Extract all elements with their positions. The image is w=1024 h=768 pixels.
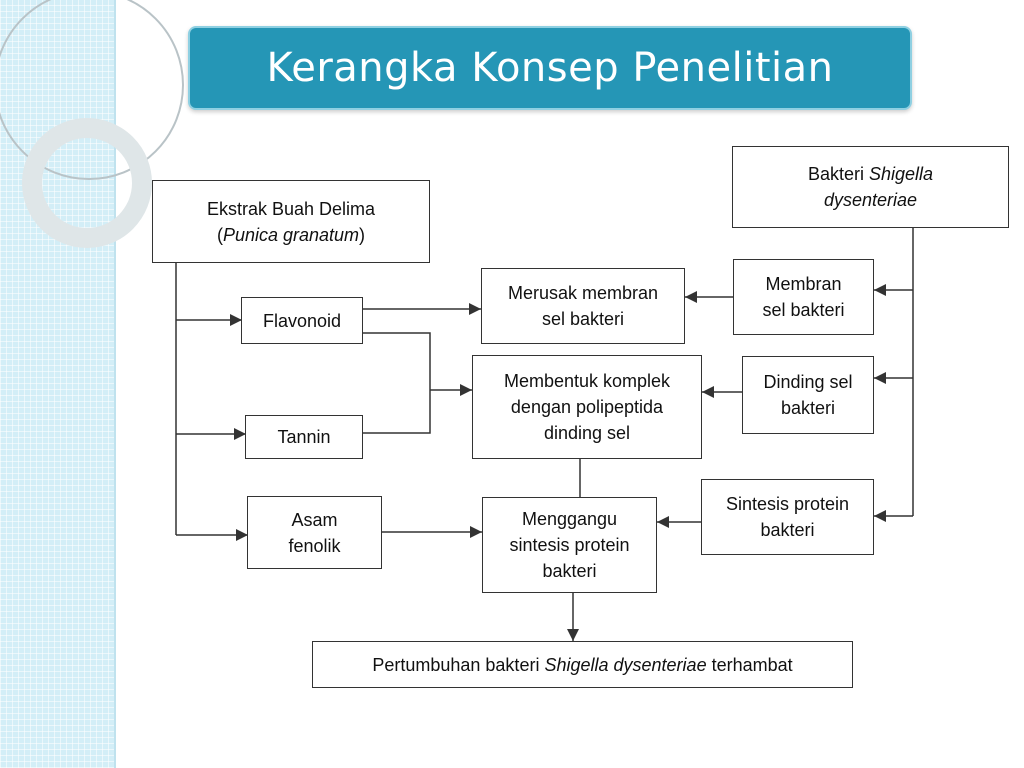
cell-wall-box	[742, 356, 874, 434]
extract-paren-close: )	[359, 224, 366, 245]
disrupt-line2: sintesis protein	[509, 535, 630, 555]
phenolic-box	[247, 496, 382, 569]
outcome-prefix: Pertumbuhan bakteri	[372, 654, 540, 675]
line-tannin-to-junction	[363, 390, 430, 433]
protein-synthesis-line2: bakteri	[760, 520, 815, 540]
complex-box	[472, 355, 702, 459]
extract-latin-name: Punica granatum	[222, 224, 360, 245]
complex-line1: Membentuk komplek	[503, 371, 671, 391]
extract-label: Ekstrak Buah Delima	[206, 198, 376, 219]
bacteria-species: dysenteriae	[823, 190, 918, 210]
line-flavonoid-to-junction	[363, 333, 430, 390]
extract-paren-open: (	[216, 224, 223, 245]
outcome-box	[312, 641, 853, 688]
flavonoid-box	[241, 297, 363, 344]
bacteria-genus: Shigella	[869, 164, 934, 184]
complex-line3: dinding sel	[543, 423, 631, 443]
protein-synthesis-line1: Sintesis protein	[725, 494, 850, 514]
phenolic-line2: fenolik	[288, 535, 341, 556]
protein-synthesis-box	[701, 479, 874, 555]
bacteria-box	[732, 146, 1009, 228]
damage-membrane-line1: Merusak membran	[507, 283, 659, 303]
flavonoid-label: Flavonoid	[262, 310, 342, 331]
tannin-box	[245, 415, 363, 459]
membrane-line1: Membran	[765, 274, 842, 294]
disrupt-synthesis-box	[482, 497, 657, 593]
extract-box	[152, 180, 430, 263]
page-title: Kerangka Konsep Penelitian	[266, 45, 834, 91]
cell-wall-line1: Dinding sel	[763, 372, 853, 392]
phenolic-line1: Asam	[291, 509, 338, 530]
damage-membrane-line2: sel bakteri	[541, 309, 625, 329]
tannin-label: Tannin	[277, 427, 331, 447]
damage-membrane-box	[481, 268, 685, 344]
outcome-suffix: terhambat	[711, 654, 793, 675]
membrane-line2: sel bakteri	[762, 300, 845, 320]
outcome-latin: Shigella dysenteriae	[544, 654, 707, 675]
bacteria-word: Bakteri	[807, 164, 864, 184]
disrupt-line1: Menggangu	[521, 509, 618, 529]
membrane-box	[733, 259, 874, 335]
cell-wall-line2: bakteri	[780, 398, 836, 418]
disrupt-line3: bakteri	[542, 561, 597, 581]
complex-line2: dengan polipeptida	[510, 397, 664, 417]
